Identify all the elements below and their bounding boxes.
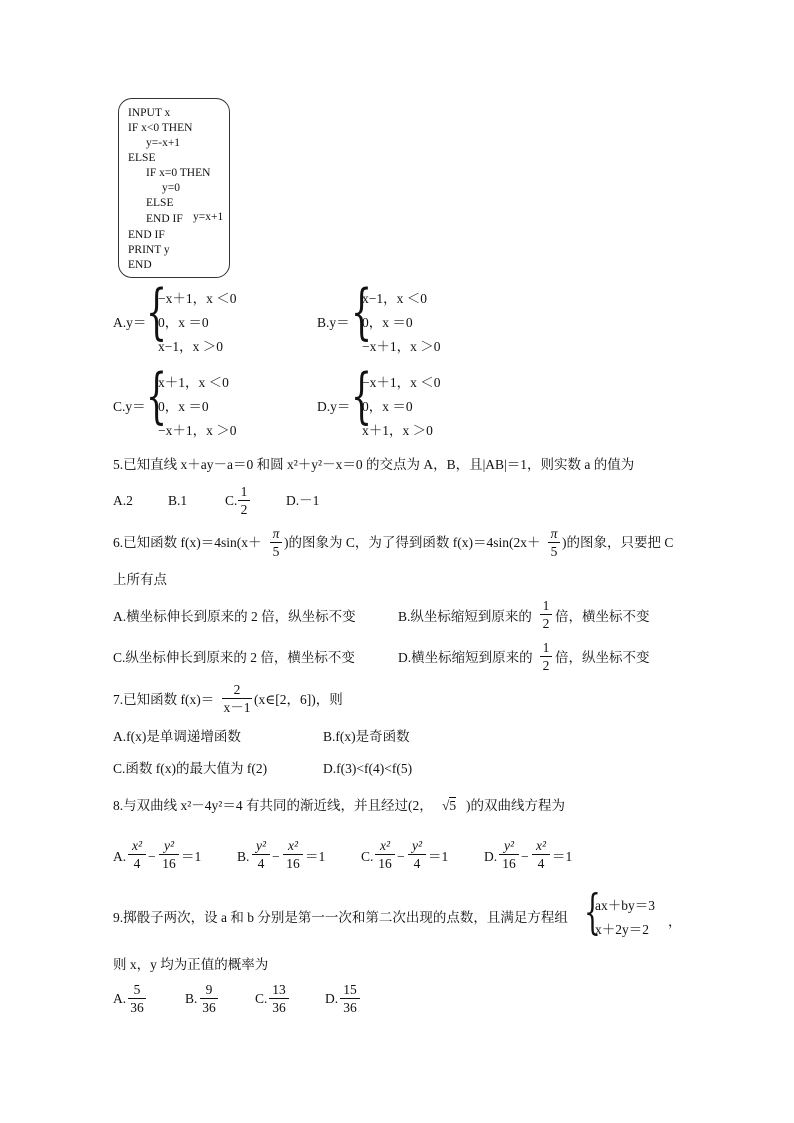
q5-option-b: B.1 xyxy=(168,493,188,508)
code-line: END xyxy=(128,259,152,271)
q4-case: −x＋1，x ＞0 xyxy=(362,339,441,354)
q7-stem-part: 7.已知函数 f(x)＝ xyxy=(113,692,215,707)
q6-option-d: D.横坐标缩短到原来的 xyxy=(398,650,533,665)
code-line: END IF xyxy=(146,213,183,225)
code-line: IF x<0 THEN xyxy=(128,122,193,134)
code-line: INPUT x xyxy=(128,107,171,119)
q9-stem-part: 9.掷骰子两次，设 a 和 b 分别是第一一次和第二次出现的点数，且满足方程组 xyxy=(113,910,568,925)
q8-option-d-label: D. xyxy=(484,849,498,864)
equals-one: ＝1 xyxy=(181,849,202,864)
q9-stem-part: 则 x，y 均为正值的概率为 xyxy=(113,957,269,972)
q6-stem-part: 6.已知函数 f(x)＝4sin(x＋ xyxy=(113,535,262,550)
minus-sign: − xyxy=(148,849,156,864)
q9-option-d-label: D. xyxy=(325,991,339,1006)
q4-case: x＋1，x ＞0 xyxy=(362,423,433,438)
q4-brace: { xyxy=(146,277,168,347)
q7-option-c: C.函数 f(x)的最大值为 f(2) xyxy=(113,761,268,776)
q4-case: −x＋1，x ＜0 xyxy=(158,291,237,306)
q6-stem-part: )的图象，只要把 C xyxy=(562,535,674,550)
q8-option-c-label: C. xyxy=(361,849,374,864)
q6-option-c: C.纵坐标伸长到原来的 2 倍，横坐标不变 xyxy=(113,650,355,665)
fraction: y² 16 xyxy=(159,838,179,871)
q5-option-a: A.2 xyxy=(113,493,133,508)
fraction: x² 16 xyxy=(283,838,303,871)
q5-option-d: D.－1 xyxy=(286,493,320,508)
minus-sign: − xyxy=(521,849,529,864)
fraction: y² 4 xyxy=(252,838,270,871)
q9-equation: ax＋by＝3 xyxy=(595,898,655,913)
q4-brace: { xyxy=(351,361,373,431)
fraction: 5 36 xyxy=(128,982,146,1015)
q4-case: 0，x ＝0 xyxy=(362,315,413,330)
q4-case: 0，x ＝0 xyxy=(362,399,413,414)
q9-option-c-label: C. xyxy=(255,991,268,1006)
code-line: IF x=0 THEN xyxy=(146,167,211,179)
comma: ， xyxy=(668,914,682,929)
code-line: PRINT y xyxy=(128,244,170,256)
q5-stem: 5.已知直线 x＋ay－a＝0 和圆 x²＋y²－x＝0 的交点为 A，B，且|AB|＝1，则实数 a 的值为 xyxy=(113,457,635,472)
equals-one: ＝1 xyxy=(305,849,326,864)
q7-option-a: A.f(x)是单调递增函数 xyxy=(113,729,241,744)
fraction: π 5 xyxy=(270,526,282,559)
sqrt-symbol: √5 xyxy=(442,798,457,813)
code-line: y=-x+1 xyxy=(146,137,181,149)
q8-stem-part: 8.与双曲线 x²－4y²＝4 有共同的渐近线，并且经过(2， xyxy=(113,798,433,813)
q4-option-b-label: B.y＝ xyxy=(317,315,350,330)
minus-sign: − xyxy=(272,849,280,864)
q4-case: 0，x ＝0 xyxy=(158,399,209,414)
q6-option-b: 倍，横坐标不变 xyxy=(555,609,650,624)
q8-option-b-label: B. xyxy=(237,849,250,864)
q9-brace: { xyxy=(584,884,601,940)
q9-option-a-label: A. xyxy=(113,991,127,1006)
q4-option-d-label: D.y＝ xyxy=(317,399,351,414)
q8-option-a-label: A. xyxy=(113,849,127,864)
q4-option-a-label: A.y＝ xyxy=(113,315,147,330)
minus-sign: − xyxy=(397,849,405,864)
q4-brace: { xyxy=(351,277,373,347)
q6-stem-part: )的图象为 C，为了得到函数 f(x)＝4sin(2x＋ xyxy=(284,535,541,550)
fraction: 15 36 xyxy=(340,982,360,1015)
q7-option-d: D.f(3)<f(4)<f(5) xyxy=(323,761,413,776)
fraction: 1 2 xyxy=(238,484,250,517)
code-line: END IF xyxy=(128,229,165,241)
q8-stem-part: )的双曲线方程为 xyxy=(466,798,565,813)
q4-case: x−1，x ＞0 xyxy=(158,339,223,354)
q4-case: −x＋1，x ＞0 xyxy=(158,423,237,438)
fraction: 1 2 xyxy=(540,598,552,631)
code-line: ELSE xyxy=(128,152,156,164)
code-line: ELSE xyxy=(146,197,174,209)
fraction: 2 x－1 xyxy=(223,682,251,715)
q4-case: 0，x ＝0 xyxy=(158,315,209,330)
code-line: y=x+1 xyxy=(193,211,224,223)
q4-option-c-label: C.y＝ xyxy=(113,399,146,414)
fraction: y² 16 xyxy=(499,838,519,871)
q4-brace: { xyxy=(146,361,168,431)
fraction: x² 4 xyxy=(128,838,146,871)
fraction: π 5 xyxy=(548,526,560,559)
fraction: y² 4 xyxy=(408,838,426,871)
q9-equation: x＋2y＝2 xyxy=(595,922,649,937)
q4-case: −x＋1，x ＜0 xyxy=(362,375,441,390)
code-line: y=0 xyxy=(162,182,180,194)
q6-option-b: B.纵坐标缩短到原来的 xyxy=(398,609,532,624)
fraction: 13 36 xyxy=(269,982,289,1015)
fraction: x² 16 xyxy=(375,838,395,871)
fraction: x² 4 xyxy=(532,838,550,871)
q4-case: x−1，x ＜0 xyxy=(362,291,427,306)
q9-option-b-label: B. xyxy=(185,991,198,1006)
q6-option-d: 倍，纵坐标不变 xyxy=(555,650,650,665)
fraction: 9 36 xyxy=(200,982,218,1015)
q7-stem-part: (x∈[2，6])，则 xyxy=(254,692,343,707)
q7-option-b: B.f(x)是奇函数 xyxy=(323,729,410,744)
q5-option-c: C. xyxy=(225,493,238,508)
q6-stem-part: 上所有点 xyxy=(113,572,167,587)
equals-one: ＝1 xyxy=(552,849,573,864)
q4-case: x＋1，x ＜0 xyxy=(158,375,229,390)
q6-option-a: A.横坐标伸长到原来的 2 倍，纵坐标不变 xyxy=(113,609,356,624)
equals-one: ＝1 xyxy=(428,849,449,864)
fraction: 1 2 xyxy=(540,640,552,673)
